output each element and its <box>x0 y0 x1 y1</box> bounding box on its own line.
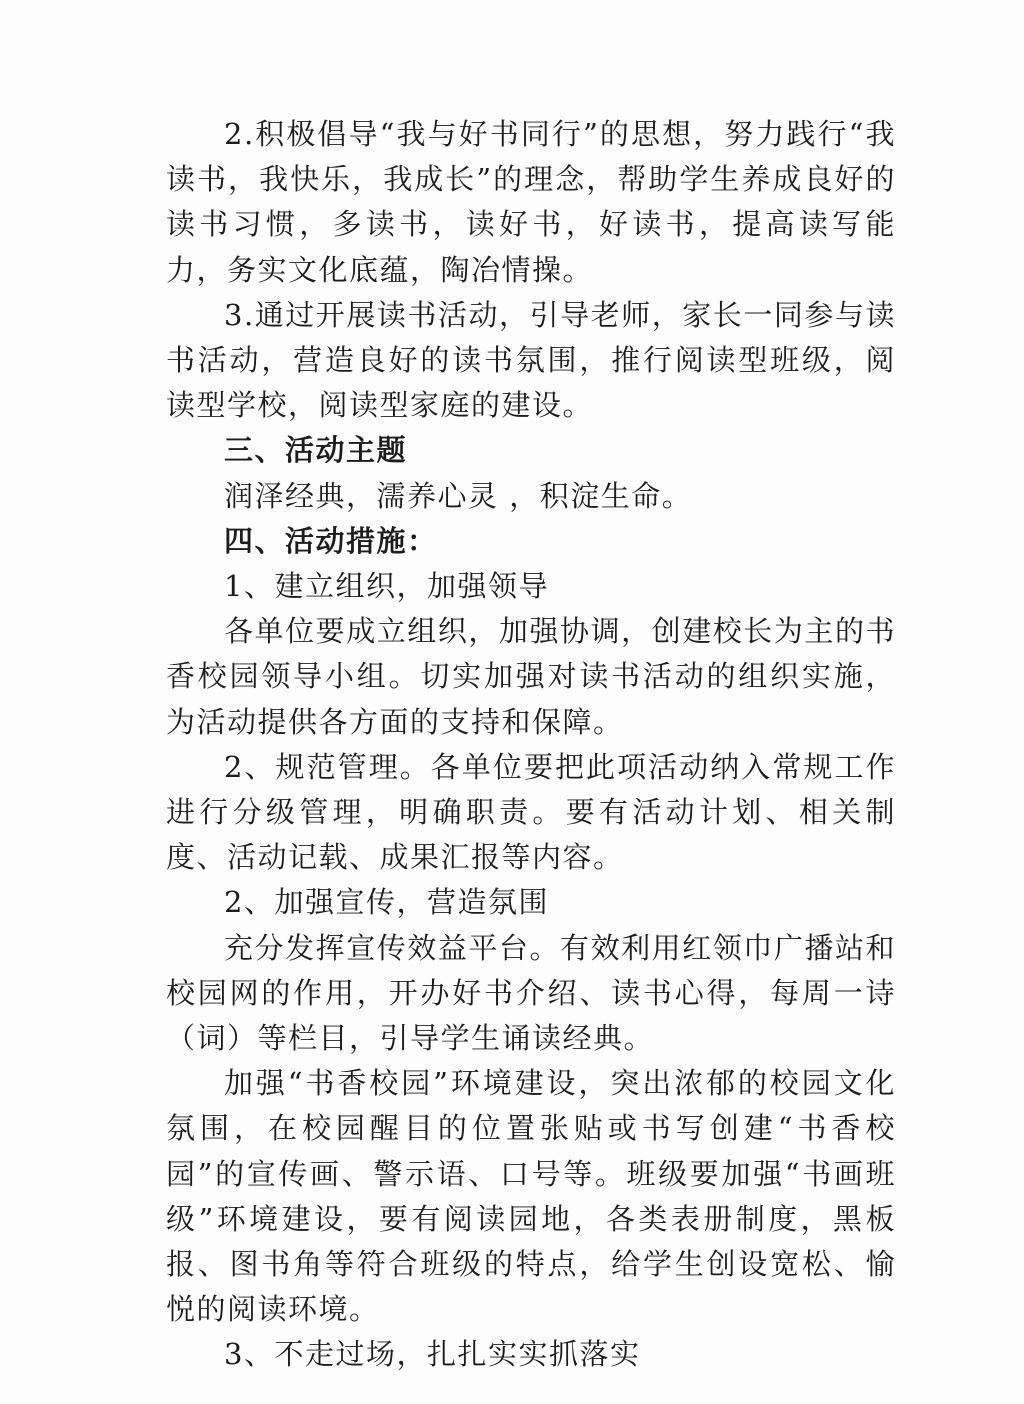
document-body <box>166 112 896 1378</box>
paragraph-objective-2: 2.积极倡导“我与好书同行”的思想，努力践行“我读书，我快乐，我成长”的理念，帮助学生养成良好的读书习惯，多读书，读好书，好读书，提高读写能力，务实文化底蕴，陶冶情操。 <box>166 117 896 287</box>
paragraph-objective-3: 3.通过开展读书活动，引导老师，家长一同参与读书活动，营造良好的读书氛围，推行阅读型班级，阅读型学校，阅读型家庭的建设。 <box>166 297 896 423</box>
subheading-publicity: 2、加强宣传，营造氛围 <box>224 885 549 920</box>
paragraph-environment: 加强“书香校园”环境建设，突出浓郁的校园文化氛围，在校园醒目的位置张贴或书写创建“书香校园”的宣传画、警示语、口号等。班级要加强“书画班级”环境建设，要有阅读园地，各类表册制度，黑板报、图书角等符合班级的特点，给学生创设宽松、愉悦的阅读环境。 <box>166 1066 896 1327</box>
section-heading-theme: 三、活动主题 <box>224 433 408 468</box>
subheading-implementation: 3、不走过场，扎扎实实抓落实 <box>224 1337 641 1372</box>
paragraph-management: 2、规范管理。各单位要把此项活动纳入常规工作进行分级管理，明确职责。要有活动计划、相关制度、活动记载、成果汇报等内容。 <box>166 749 896 875</box>
subheading-organization: 1、建立组织，加强领导 <box>224 569 549 604</box>
paragraph-organization: 各单位要成立组织，加强协调，创建校长为主的书香校园领导小组。切实加强对读书活动的组织实施，为活动提供各方面的支持和保障。 <box>166 614 896 739</box>
paragraph-theme: 润泽经典，濡养心灵 ，积淀生命。 <box>224 478 693 513</box>
paragraph-publicity: 充分发挥宣传效益平台。有效利用红领巾广播站和校园网的作用，开办好书介绍、读书心得，每周一诗（词）等栏目，引导学生诵读经典。 <box>166 930 896 1056</box>
section-heading-measures: 四、活动措施： <box>224 523 438 558</box>
